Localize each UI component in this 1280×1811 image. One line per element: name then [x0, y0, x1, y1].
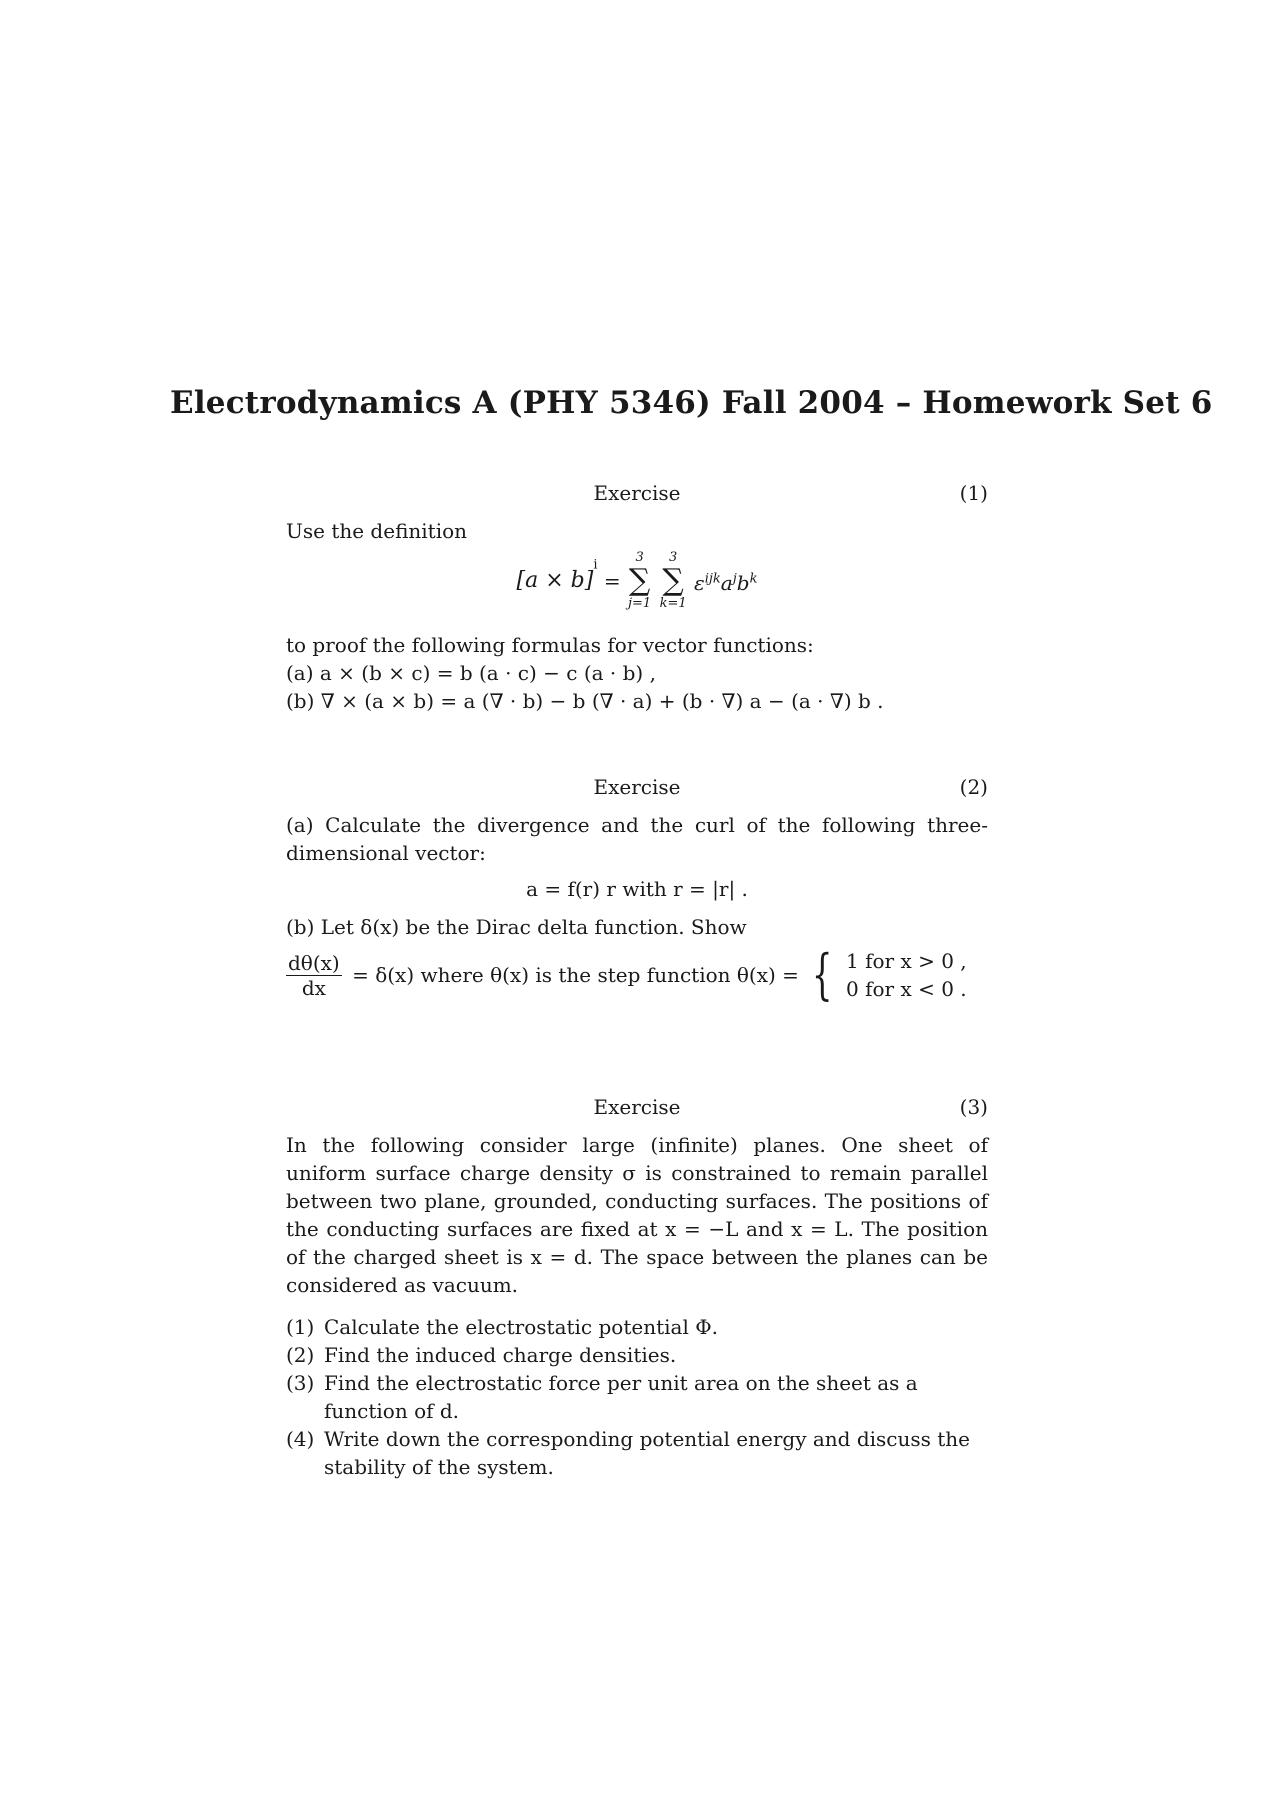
exercise-2-part-a: (a) Calculate the divergence and the curl of the following three-dimensional vector: — [286, 813, 988, 865]
item-text: Write down the corresponding potential energy and discuss the stability of the system. — [324, 1427, 971, 1479]
sum-k: 3 ∑ k=1 — [659, 550, 687, 611]
left-brace: { — [812, 943, 833, 1006]
exercise-2 — [286, 773, 988, 1006]
sum-k-upper: 3 — [668, 550, 678, 565]
sum-j-lower: j=1 — [628, 596, 652, 611]
step-function-middle: = δ(x) where θ(x) is the step function θ(x) = — [352, 963, 799, 987]
definition-lhs: [a × b] — [516, 568, 594, 593]
step-function-equation — [286, 943, 988, 1006]
exercise-2-heading — [286, 773, 988, 801]
exercise-number: (1) — [959, 481, 988, 505]
item-text: Find the electrostatic force per unit area on the sheet as a function of d. — [324, 1371, 918, 1423]
epsilon-indices: ijk — [704, 571, 721, 587]
b-index: k — [749, 571, 758, 587]
a-index: j — [732, 571, 737, 587]
page-title: Electrodynamics A (PHY 5346) Fall 2004 – Homework Set 6 — [170, 385, 1213, 421]
sum-k-lower: k=1 — [659, 596, 687, 611]
cases — [846, 947, 967, 1003]
item-marker: (1) — [286, 1315, 315, 1339]
item-text: Calculate the electrostatic potential Φ. — [324, 1315, 718, 1339]
formula-b: (b) ∇ × (a × b) = a (∇ · b) − b (∇ · a) + (b · ∇) a − (a · ∇) b . — [286, 689, 884, 713]
formula-a: (a) a × (b × c) = b (a · c) − c (a · b) , — [286, 661, 656, 685]
exercise-3 — [286, 1093, 988, 1481]
fraction-denominator: dx — [301, 975, 326, 1000]
exercise-1-text: to proof the following formulas for vector functions: — [286, 633, 814, 657]
epsilon-symbol: ε — [693, 570, 705, 595]
exercise-3-text: In the following consider large (infinite) planes. One sheet of uniform surface charge density σ is constrained to remain parallel between two plane, grounded, conducting surfaces. The positions of the conducting surfaces are fixed at x = −L and x = L. The position of the charged sheet is x = d. The space between the planes can be considered as vacuum. — [286, 1133, 988, 1297]
definition-lhs-index: i — [593, 557, 598, 573]
exercise-2-equation: a = f(r) r with r = |r| . — [526, 877, 748, 901]
item-marker: (2) — [286, 1343, 315, 1367]
exercise-1 — [286, 479, 988, 715]
exercise-3-heading — [286, 1093, 988, 1121]
exercise-1-heading — [286, 479, 988, 507]
case-negative: 0 for x < 0 . — [846, 977, 967, 1001]
definition-equation: $[a \times b]^i$ = 3 ∑ j=1 3 ∑ k=1 $\varepsilon^{ijk}a^jb^k$ — [516, 550, 758, 611]
exercise-label: Exercise — [593, 481, 681, 505]
exercise-3-items — [286, 1313, 988, 1481]
case-positive: 1 for x > 0 , — [846, 949, 967, 973]
item-text: Find the induced charge densities. — [324, 1343, 677, 1367]
exercise-1-intro: Use the definition — [286, 519, 468, 543]
exercise-label: Exercise — [593, 775, 681, 799]
list-item — [286, 1425, 988, 1481]
list-item — [286, 1341, 988, 1369]
item-marker: (3) — [286, 1371, 315, 1395]
sum-j-upper: 3 — [635, 550, 644, 565]
exercise-2-part-b: (b) Let δ(x) be the Dirac delta function. Show — [286, 915, 747, 939]
item-marker: (4) — [286, 1427, 315, 1451]
exercise-number: (3) — [959, 1095, 988, 1119]
exercise-number: (2) — [959, 775, 988, 799]
fraction-numerator: dθ(x) — [288, 950, 340, 975]
derivative-fraction — [286, 951, 342, 1000]
exercise-label: Exercise — [593, 1095, 681, 1119]
list-item — [286, 1369, 988, 1425]
summand: $\varepsilon^{ijk}a^jb^k$ — [693, 570, 758, 595]
sum-j: 3 ∑ j=1 — [628, 550, 652, 611]
list-item — [286, 1313, 988, 1341]
